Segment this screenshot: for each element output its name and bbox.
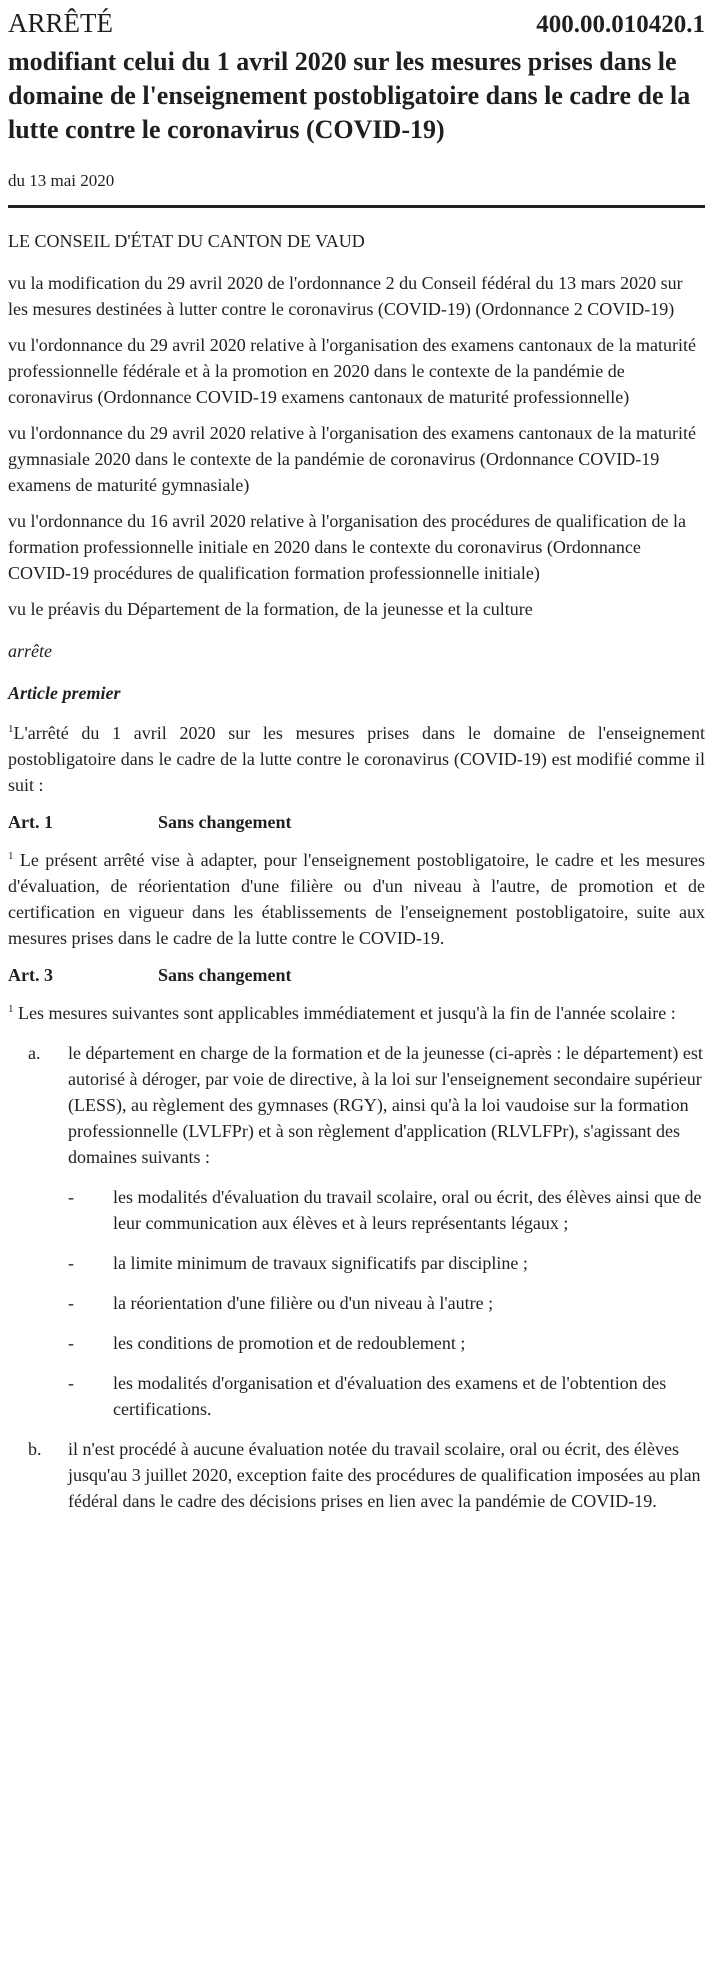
sub-list-item	[68, 1184, 705, 1236]
list-item-text: il n'est procédé à aucune évaluation notée du travail scolaire, oral ou écrit, des élèves jusqu'au 3 juillet 2020, exception faite des procédures de qualification imposées au plan fédéral dans le cadre des décisions prises en lien avec la pandémie de COVID-19.	[68, 1439, 701, 1511]
dash-marker: -	[68, 1187, 74, 1207]
document-date: du 13 mai 2020	[8, 171, 115, 190]
list-marker: a.	[28, 1043, 41, 1063]
article-premier-paragraph	[8, 720, 705, 798]
art3-heading	[8, 965, 705, 986]
document-title: modifiant celui du 1 avril 2020 sur les mesures prises dans le domaine de l'enseignement postobligatoire dans le cadre de la lutte contre le coronavirus (COVID-19)	[8, 47, 691, 144]
list-item	[8, 1040, 705, 1422]
sub-list-item	[68, 1370, 705, 1422]
sub-item-text: les conditions de promotion et de redoublement ;	[113, 1333, 466, 1353]
sub-list	[68, 1184, 705, 1422]
art1-heading	[8, 812, 705, 833]
document-type: ARRÊTÉ	[8, 8, 113, 38]
list-marker: b.	[28, 1439, 42, 1459]
dash-marker: -	[68, 1293, 74, 1313]
sub-item-text: la limite minimum de travaux significatifs par discipline ;	[113, 1253, 528, 1273]
document-number: 400.00.010420.1	[536, 11, 705, 38]
sub-item-text: la réorientation d'une filière ou d'un niveau à l'autre ;	[113, 1293, 494, 1313]
paragraph-number: 1	[8, 1003, 14, 1015]
document-header	[8, 0, 705, 39]
list-item-text: le département en charge de la formation et de la jeunesse (ci-après : le département) est autorisé à déroger, par voie de directive, à la loi sur l'enseignement secondaire supérieur (LESS), au règlement des gymnases (RGY), ainsi qu'à la loi vaudoise sur la formation professionnelle (LVLFPr) et à son règlement d'application (RLVLFPr), s'agissant des domaines suivants :	[68, 1043, 703, 1167]
consideration-3: vu l'ordonnance du 29 avril 2020 relative à l'organisation des examens cantonaux de la maturité gymnasiale 2020 dans le contexte de la pandémie de coronavirus (Ordonnance COVID-19 examens de maturité gymnasiale)	[8, 423, 696, 495]
art1-status: Sans changement	[158, 812, 292, 832]
paragraph-number: 1	[8, 850, 14, 862]
art3-paragraph	[8, 1000, 705, 1026]
issuing-authority: LE CONSEIL D'ÉTAT DU CANTON DE VAUD	[8, 231, 365, 251]
sub-item-text: les modalités d'organisation et d'évaluation des examens et de l'obtention des certifications.	[113, 1373, 667, 1419]
consideration-2: vu l'ordonnance du 29 avril 2020 relative à l'organisation des examens cantonaux de la maturité professionnelle fédérale et à la promotion en 2020 dans le contexte de la pandémie de coronavirus (Ordonnance COVID-19 examens cantonaux de maturité professionnelle)	[8, 335, 696, 407]
consideration-5: vu le préavis du Département de la formation, de la jeunesse et la culture	[8, 599, 533, 619]
sub-list-item	[68, 1330, 705, 1356]
dash-marker: -	[68, 1373, 74, 1393]
header-divider	[8, 205, 705, 208]
sub-list-item	[68, 1290, 705, 1316]
article-premier-heading: Article premier	[8, 683, 121, 703]
paragraph-number: 1	[8, 723, 14, 735]
dash-marker: -	[68, 1333, 74, 1353]
consideration-4: vu l'ordonnance du 16 avril 2020 relative à l'organisation des procédures de qualification de la formation professionnelle initiale en 2020 dans le contexte du coronavirus (Ordonnance COVID-19 procédures de qualification formation professionnelle initiale)	[8, 511, 686, 583]
art3-text: Les mesures suivantes sont applicables immédiatement et jusqu'à la fin de l'année scolaire :	[18, 1003, 676, 1023]
art1-paragraph	[8, 847, 705, 951]
sub-item-text: les modalités d'évaluation du travail scolaire, oral ou écrit, des élèves ainsi que de leur communication aux élèves et à leurs représentants légaux ;	[113, 1187, 702, 1233]
sub-list-item	[68, 1250, 705, 1276]
art3-number: Art. 3	[8, 965, 53, 985]
art3-status: Sans changement	[158, 965, 292, 985]
article-premier-text: L'arrêté du 1 avril 2020 sur les mesures prises dans le domaine de l'enseignement postobligatoire dans le cadre de la lutte contre le coronavirus (COVID-19) est modifié comme il suit :	[8, 723, 705, 795]
art3-list	[8, 1040, 705, 1514]
list-item	[8, 1436, 705, 1514]
consideration-1: vu la modification du 29 avril 2020 de l'ordonnance 2 du Conseil fédéral du 13 mars 2020 sur les mesures destinées à lutter contre le coronavirus (COVID-19) (Ordonnance 2 COVID-19)	[8, 273, 683, 319]
art1-number: Art. 1	[8, 812, 53, 832]
dash-marker: -	[68, 1253, 74, 1273]
art1-text: Le présent arrêté vise à adapter, pour l'enseignement postobligatoire, le cadre et les mesures d'évaluation, de réorientation d'une filière ou d'un niveau à l'autre, de promotion et de certification en vigueur dans les établissements de l'enseignement postobligatoire, suite aux mesures prises dans le cadre de la lutte contre le COVID-19.	[8, 850, 705, 948]
decree-word: arrête	[8, 641, 52, 661]
